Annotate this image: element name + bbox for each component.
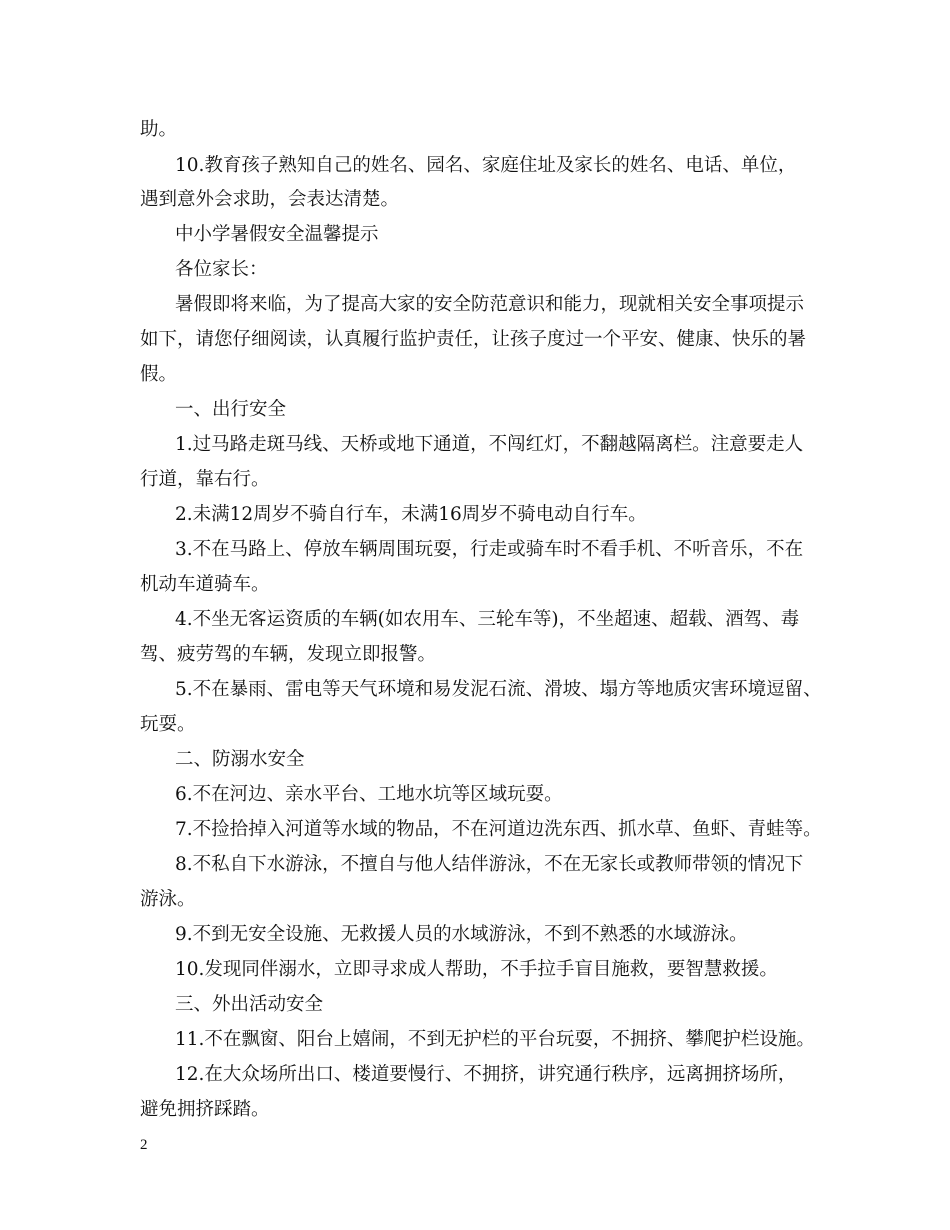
- section-title: 中小学暑假安全温馨提示: [175, 224, 379, 245]
- section-heading: 三、外出活动安全: [175, 994, 324, 1015]
- text-line: 12.在大众场所出口、楼道要慢行、不拥挤，讲究通行秩序，远离拥挤场所，: [175, 1064, 797, 1085]
- text-line: 3.不在马路上、停放车辆周围玩耍，行走或骑车时不看手机、不听音乐，不在: [175, 539, 804, 560]
- text-line: 玩耍。: [140, 714, 196, 735]
- text-line: 1.过马路走斑马线、天桥或地下通道，不闯红灯，不翻越隔离栏。注意要走人: [175, 434, 804, 455]
- text-line: 6.不在河边、亲水平台、工地水坑等区域玩耍。: [175, 784, 563, 805]
- text-line: 游泳。: [140, 889, 196, 910]
- text-line: 假。: [140, 364, 178, 385]
- text-line: 行道，靠右行。: [140, 469, 270, 490]
- text-line: 2.未满12周岁不骑自行车，未满16周岁不骑电动自行车。: [175, 504, 647, 525]
- text-line: 暑假即将来临，为了提高大家的安全防范意识和能力，现就相关安全事项提示: [175, 294, 805, 315]
- text-line: 8.不私自下水游泳，不擅自与他人结伴游泳，不在无家长或教师带领的情况下: [175, 854, 804, 875]
- salutation: 各位家长：: [175, 259, 268, 280]
- text-line: 11.不在飘窗、阳台上嬉闹，不到无护栏的平台玩耍，不拥挤、攀爬护栏设施。: [175, 1029, 815, 1050]
- text-line: 4.不坐无客运资质的车辆(如农用车、三轮车等)，不坐超速、超载、酒驾、毒: [175, 609, 800, 630]
- text-line: 避免拥挤踩踏。: [140, 1099, 270, 1120]
- section-heading: 一、出行安全: [175, 399, 287, 420]
- text-line: 如下，请您仔细阅读，认真履行监护责任，让孩子度过一个平安、健康、快乐的暑: [140, 329, 807, 350]
- text-line: 机动车道骑车。: [140, 574, 270, 595]
- text-line: 驾、疲劳驾的车辆，发现立即报警。: [140, 644, 437, 665]
- page-number: 2: [140, 1137, 148, 1153]
- text-line: 9.不到无安全设施、无救援人员的水域游泳，不到不熟悉的水域游泳。: [175, 924, 748, 945]
- text-line: 10.发现同伴溺水，立即寻求成人帮助，不手拉手盲目施救，要智慧救援。: [175, 959, 778, 980]
- text-line: 助。: [140, 119, 178, 140]
- text-line: 5.不在暴雨、雷电等天气环境和易发泥石流、滑坡、塌方等地质灾害环境逗留、: [175, 679, 822, 700]
- text-line: 7.不捡拾掉入河道等水域的物品，不在河道边洗东西、抓水草、鱼虾、青蛙等。: [175, 819, 822, 840]
- section-heading: 二、防溺水安全: [175, 749, 305, 770]
- text-line: 遇到意外会求助，会表达清楚。: [140, 189, 400, 210]
- text-line: 10.教育孩子熟知自己的姓名、园名、家庭住址及家长的姓名、电话、单位，: [175, 155, 797, 176]
